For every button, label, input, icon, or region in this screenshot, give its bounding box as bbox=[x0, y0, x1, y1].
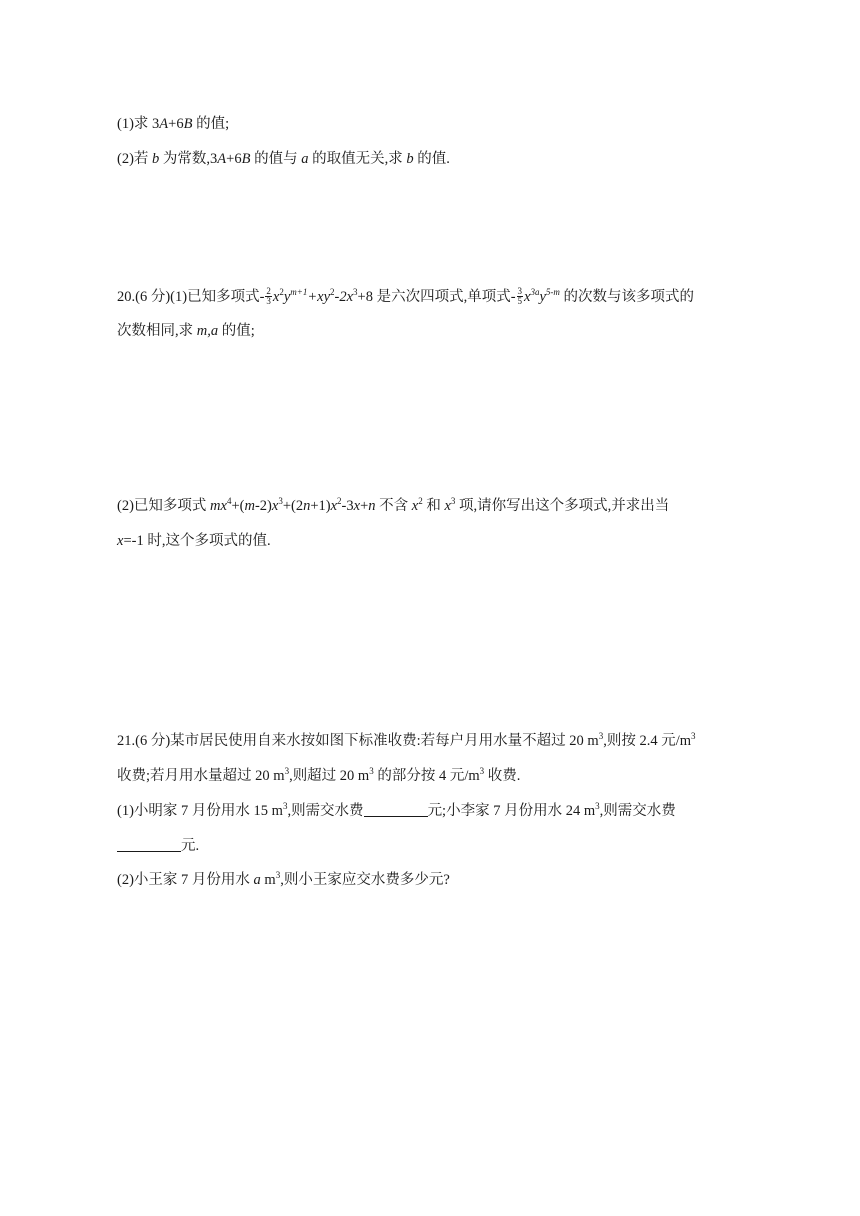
var-B: B bbox=[241, 151, 251, 167]
var-b: b bbox=[152, 151, 160, 167]
var-n: n bbox=[303, 498, 311, 514]
exponent: 3 bbox=[282, 801, 288, 811]
exponent: 3 bbox=[691, 731, 696, 741]
q20-part1-line2 bbox=[117, 321, 255, 341]
fraction-numerator: 3 bbox=[517, 286, 523, 297]
q20-head: 20.(6 分)(1)已知多项式- bbox=[117, 289, 265, 305]
exponent: 2 bbox=[330, 287, 335, 297]
q21-text: ,则超过 20 m bbox=[289, 768, 370, 784]
exponent: 3 bbox=[284, 766, 290, 776]
var-y: y bbox=[283, 289, 291, 305]
exponent: 3 bbox=[598, 731, 604, 741]
term-2x: -2x bbox=[334, 289, 354, 305]
fraction-three-fifths bbox=[517, 287, 524, 306]
q21-text: 的部分按 4 元/m bbox=[373, 768, 480, 784]
var-x: x bbox=[271, 498, 279, 514]
q20-text: 的值; bbox=[218, 323, 255, 339]
q21-text: ,则小王家应交水费多少元? bbox=[280, 872, 450, 888]
q19-part2 bbox=[117, 149, 450, 169]
var-B: B bbox=[183, 116, 193, 132]
q21-line2 bbox=[117, 766, 520, 786]
poly-text: +( bbox=[231, 498, 245, 514]
var-y: y bbox=[539, 289, 546, 305]
exponent: 2 bbox=[337, 496, 342, 506]
exponent-text: 3a bbox=[530, 287, 540, 297]
q21-text: 元;小李家 7 月份用水 24 m bbox=[427, 803, 596, 819]
q21-line1 bbox=[117, 731, 696, 751]
fraction-two-thirds bbox=[265, 287, 272, 306]
var-a: a bbox=[301, 151, 309, 167]
exponent: 3 bbox=[369, 766, 374, 776]
q19-part1 bbox=[117, 114, 229, 134]
var-x: x bbox=[272, 289, 280, 305]
q19-part2-text: (2)若 bbox=[117, 151, 153, 167]
var-x: x bbox=[524, 289, 531, 305]
exponent bbox=[546, 287, 560, 297]
q20-part2-line2 bbox=[117, 531, 271, 551]
exponent: 3 bbox=[275, 870, 281, 880]
q19-part1-text: +6 bbox=[168, 116, 184, 132]
term-mx: mx bbox=[210, 498, 227, 514]
q21-text: m bbox=[260, 872, 276, 888]
q20-p2-text: 项,请你写出这个多项式,并求出当 bbox=[455, 498, 670, 514]
q20-part2-line1 bbox=[117, 496, 669, 516]
q21-text: ,则需交水费 bbox=[599, 803, 676, 819]
var-x: x bbox=[411, 498, 419, 514]
var-x: x bbox=[353, 498, 361, 514]
vars-m-a: m,a bbox=[196, 323, 219, 339]
q21-text: ,则按 2.4 元/m bbox=[603, 733, 692, 749]
exponent: 3 bbox=[278, 496, 283, 506]
answer-blank[interactable] bbox=[364, 802, 428, 817]
answer-blank[interactable] bbox=[117, 837, 181, 852]
q20-tail: 的次数与该多项式的 bbox=[559, 289, 695, 305]
q19-part1-text: 的值; bbox=[192, 116, 230, 132]
q19-part2-text: +6 bbox=[226, 151, 242, 167]
exponent-text: 5-m bbox=[545, 287, 560, 297]
fraction-denominator: 5 bbox=[517, 296, 523, 307]
exponent: 3 bbox=[595, 801, 600, 811]
var-A: A bbox=[217, 151, 227, 167]
exponent: 4 bbox=[226, 496, 232, 506]
q20-p2-text: =-1 时,这个多项式的值. bbox=[123, 533, 271, 549]
exponent: 3 bbox=[353, 287, 358, 297]
q20-mid: 是六次四项式,单项式- bbox=[372, 289, 516, 305]
var-a: a bbox=[253, 872, 261, 888]
var-A: A bbox=[159, 116, 169, 132]
poly-text: +1) bbox=[310, 498, 331, 514]
fraction-numerator: 2 bbox=[266, 286, 271, 297]
q20-part1-line1 bbox=[117, 287, 694, 307]
poly-text: -3 bbox=[341, 498, 354, 514]
q20-p2-text: 不含 bbox=[375, 498, 412, 514]
term-const: +8 bbox=[357, 289, 373, 305]
q21-text: 收费. bbox=[484, 768, 521, 784]
q20-p2-text: 和 bbox=[422, 498, 445, 514]
var-m: m bbox=[244, 498, 255, 514]
q20-text: 次数相同,求 bbox=[117, 323, 197, 339]
exponent: 2 bbox=[279, 287, 284, 297]
q21-text: 元. bbox=[181, 838, 200, 854]
q21-text: 21.(6 分)某市居民使用自来水按如图下标准收费:若每户月用水量不超过 20 m bbox=[117, 733, 599, 749]
q21-part2 bbox=[117, 870, 450, 890]
poly-text: -2) bbox=[254, 498, 272, 514]
q20-p2-head: (2)已知多项式 bbox=[117, 498, 211, 514]
q21-text: (1)小明家 7 月份用水 15 m bbox=[117, 803, 283, 819]
exponent: 3 bbox=[479, 766, 485, 776]
q19-part2-text: 的值与 bbox=[250, 151, 302, 167]
poly-text: + bbox=[360, 498, 369, 514]
exponent: 3 bbox=[450, 496, 456, 506]
q21-part1-line1 bbox=[117, 801, 676, 821]
q21-text: (2)小王家 7 月份用水 bbox=[117, 872, 254, 888]
term-xy: +xy bbox=[307, 289, 331, 305]
var-x: x bbox=[117, 533, 124, 549]
q19-part2-text: 的值. bbox=[413, 151, 450, 167]
q21-part1-line2 bbox=[117, 836, 199, 856]
q21-text: ,则需交水费 bbox=[287, 803, 364, 819]
q19-part1-text: (1)求 3 bbox=[117, 116, 160, 132]
var-b: b bbox=[406, 151, 414, 167]
poly-text: +(2 bbox=[282, 498, 304, 514]
fraction-denominator: 3 bbox=[266, 296, 271, 307]
var-n: n bbox=[368, 498, 376, 514]
q21-text: 收费;若月用水量超过 20 m bbox=[117, 768, 285, 784]
q19-part2-text: 的取值无关,求 bbox=[308, 151, 407, 167]
var-x: x bbox=[330, 498, 338, 514]
q19-part2-text: 为常数,3 bbox=[159, 151, 218, 167]
exponent-text: m+1 bbox=[290, 287, 308, 297]
exponent bbox=[290, 287, 307, 297]
exponent: 2 bbox=[418, 496, 423, 506]
var-x: x bbox=[444, 498, 451, 514]
